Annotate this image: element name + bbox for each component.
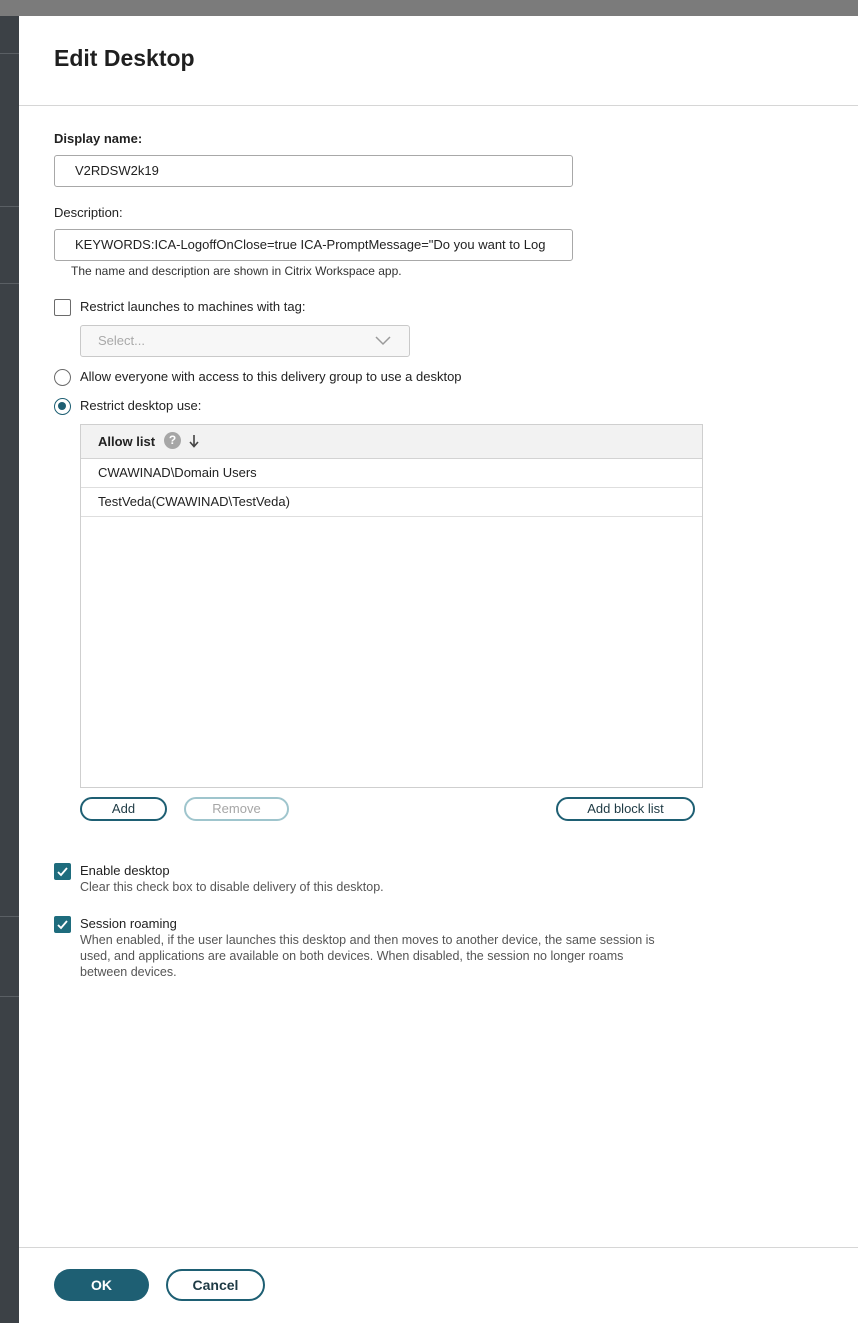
session-roaming-help-line: used, and applications are available on both devices. When disabled, the session no longer roams (80, 949, 624, 963)
top-bar (0, 0, 858, 16)
enable-desktop-help: Clear this check box to disable delivery of this desktop. (80, 880, 384, 894)
allow-everyone-label: Allow everyone with access to this delivery group to use a desktop (80, 369, 462, 384)
allow-list-header[interactable] (81, 425, 702, 459)
restrict-desktop-use-radio[interactable] (54, 398, 71, 415)
background-page-strip (0, 16, 19, 1323)
dialog-title: Edit Desktop (54, 45, 195, 71)
chevron-down-icon (375, 336, 391, 346)
enable-desktop-checkbox[interactable] (54, 863, 71, 880)
description-input[interactable]: KEYWORDS:ICA-LogoffOnClose=true ICA-PromptMessage="Do you want to Log (54, 229, 573, 261)
strip-divider (0, 996, 19, 997)
strip-divider (0, 916, 19, 917)
edit-desktop-dialog (19, 16, 858, 1323)
restrict-tag-label: Restrict launches to machines with tag: (80, 299, 306, 314)
ok-button[interactable]: OK (54, 1269, 149, 1301)
remove-button[interactable]: Remove (184, 797, 289, 821)
display-name-input[interactable]: V2RDSW2k19 (54, 155, 573, 187)
add-block-list-button[interactable]: Add block list (556, 797, 695, 821)
strip-divider (0, 283, 19, 284)
restrict-tag-checkbox[interactable] (54, 299, 71, 316)
checkmark-icon (57, 866, 68, 877)
radio-selected-dot (58, 402, 66, 410)
description-help-text: The name and description are shown in Citrix Workspace app. (71, 264, 402, 278)
restrict-desktop-use-label: Restrict desktop use: (80, 398, 202, 413)
enable-desktop-label: Enable desktop (80, 863, 170, 878)
allow-list-table (80, 424, 703, 788)
cancel-button[interactable]: Cancel (166, 1269, 265, 1301)
question-icon[interactable]: ? (164, 432, 181, 449)
session-roaming-checkbox[interactable] (54, 916, 71, 933)
strip-divider (0, 53, 19, 54)
table-row[interactable]: TestVeda(CWAWINAD\TestVeda) (81, 488, 702, 517)
session-roaming-label: Session roaming (80, 916, 177, 931)
table-row[interactable]: CWAWINAD\Domain Users (81, 459, 702, 488)
allow-everyone-radio[interactable] (54, 369, 71, 386)
add-button[interactable]: Add (80, 797, 167, 821)
session-roaming-help-line: When enabled, if the user launches this desktop and then moves to another device, the same session is (80, 933, 655, 947)
strip-divider (0, 206, 19, 207)
footer-divider (19, 1247, 858, 1248)
session-roaming-help-line: between devices. (80, 965, 177, 979)
checkmark-icon (57, 919, 68, 930)
tag-select-placeholder: Select... (98, 333, 145, 348)
display-name-label: Display name: (54, 131, 143, 146)
allow-list-header-label: Allow list (98, 434, 156, 449)
tag-select[interactable] (80, 325, 410, 357)
header-divider (19, 105, 858, 106)
description-label: Description: (54, 205, 123, 220)
arrow-down-icon[interactable] (188, 433, 200, 449)
